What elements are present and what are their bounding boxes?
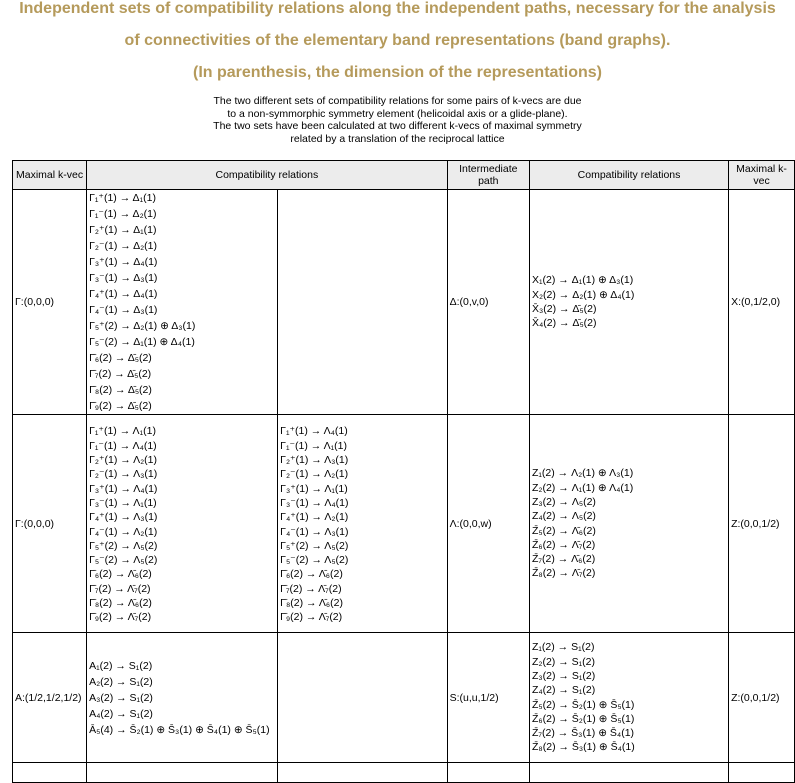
relation-item: Γ₃⁺(1) → Λ₄(1) [89, 482, 158, 495]
relations-set-a [87, 633, 278, 763]
relation-item: Γ₄⁻(1) → Δ₃(1) [89, 304, 158, 316]
relation-item: Z̄₆(2) → Λ̄₇(2) [531, 538, 596, 551]
relations-set-b [278, 415, 447, 633]
relation-item: Z₃(2) → S₁(2) [531, 669, 596, 682]
relations-set-c [529, 415, 728, 633]
relation-item: Z₄(2) → Λ₅(2) [531, 510, 596, 523]
relation-item: Γ₃⁺(1) → Λ₁(1) [280, 482, 348, 495]
relation-item: Z₂(2) → S₁(2) [531, 655, 596, 668]
relation-item: Z̄₆(2) → S̄₂(1) ⊕ S̄₅(1) [531, 712, 635, 725]
relation-item: Γ̄₈(2) → Λ̄₆(2) [280, 596, 343, 609]
relation-item: A₁(2) → S₁(2) [89, 659, 153, 672]
relation-item: Γ₄⁻(1) → Λ₂(1) [89, 525, 158, 538]
relation-item: Γ₁⁻(1) → Λ₄(1) [89, 439, 157, 452]
header-maximal-kvec: Maximal k-vec [13, 161, 87, 190]
relation-item: Γ₄⁻(1) → Λ₃(1) [280, 525, 349, 538]
relation-item: Γ₅⁺(2) → Δ₂(1) ⊕ Δ₃(1) [89, 320, 196, 332]
relations-set-b [278, 633, 447, 763]
header-maximal-kvec-2: Maximal k-vec [729, 161, 795, 190]
relation-item: Γ̄₆(2) → Δ̄₅(2) [89, 352, 152, 364]
empty-cell [729, 763, 795, 783]
description-line: related by a translation of the reciprocal lattice [290, 132, 505, 145]
maximal-kvec-cell-2: X:(0,1/2,0) [729, 190, 795, 415]
relation-item: Γ₅⁺(2) → Λ₅(2) [280, 539, 349, 552]
relation-item: Γ₃⁻(1) → Λ₄(1) [280, 496, 349, 509]
relation-item: Γ₂⁺(1) → Λ₃(1) [280, 454, 349, 467]
relation-item: Ā₅(4) → S̄₂(1) ⊕ S̄₃(1) ⊕ S̄₄(1) ⊕ S̄₅(1) [89, 723, 270, 736]
relation-item: Γ̄₇(2) → Λ̄₇(2) [280, 582, 342, 595]
relation-item: Γ̄₉(2) → Λ̄₇(2) [280, 611, 343, 624]
relations-set-c [529, 190, 728, 415]
relation-item: Γ₅⁻(2) → Λ₅(2) [89, 554, 158, 567]
relation-item: Z₁(2) → S₁(2) [531, 641, 595, 654]
relations-set-b [278, 190, 447, 415]
relation-item: Γ₅⁻(2) → Λ₅(2) [280, 554, 349, 567]
relation-item: Z̄₅(2) → Λ̄₆(2) [531, 524, 596, 537]
relation-item: Γ₁⁺(1) → Δ₁(1) [89, 192, 156, 204]
relation-item: Γ₂⁻(1) → Λ₂(1) [280, 468, 349, 481]
header-intermediate-path: Intermediate path [447, 161, 529, 190]
relation-item: Γ₃⁻(1) → Λ₁(1) [89, 496, 157, 509]
relation-item: Γ₄⁺(1) → Λ₂(1) [280, 511, 349, 524]
maximal-kvec-cell-2: Z:(0,0,1/2) [729, 415, 795, 633]
relations-set-a [87, 415, 278, 633]
relation-item: Z₄(2) → S₁(2) [531, 684, 596, 697]
relation-item: Γ₁⁺(1) → Λ₁(1) [89, 425, 156, 438]
relation-item: Z₁(2) → Λ₂(1) ⊕ Λ₃(1) [531, 467, 634, 480]
relation-item: Γ̄₆(2) → Λ̄₆(2) [89, 568, 152, 581]
maximal-kvec-cell: A:(1/2,1/2,1/2) [13, 633, 87, 763]
relation-item: Γ₁⁻(1) → Δ₂(1) [89, 208, 157, 220]
header-compatibility-relations: Compatibility relations [87, 161, 448, 190]
relation-item: Γ₁⁺(1) → Λ₄(1) [280, 425, 348, 438]
relation-item: A₄(2) → S₁(2) [89, 707, 153, 720]
relation-item: Z̄₇(2) → S̄₃(1) ⊕ S̄₄(1) [531, 727, 635, 740]
relation-item: Γ₃⁺(1) → Δ₄(1) [89, 256, 158, 268]
relations-set-a [87, 190, 278, 415]
intermediate-path-cell: Λ:(0,0,w) [447, 415, 529, 633]
intermediate-path-cell: S:(u,u,1/2) [447, 633, 529, 763]
maximal-kvec-cell: Γ:(0,0,0) [13, 190, 87, 415]
relation-item: Γ̄₇(2) → Λ̄₇(2) [89, 582, 151, 595]
relation-item: Z₃(2) → Λ₅(2) [531, 495, 596, 508]
relation-item: Z̄₅(2) → S̄₂(1) ⊕ S̄₅(1) [531, 698, 635, 711]
relation-item: Γ₂⁻(1) → Δ₂(1) [89, 240, 158, 252]
table-row [13, 190, 795, 415]
relation-item: X̄₄(2) → Δ̄₅(2) [531, 317, 597, 330]
maximal-kvec-cell: Γ:(0,0,0) [13, 415, 87, 633]
relation-item: X₁(2) → Δ₁(1) ⊕ Δ₃(1) [531, 274, 634, 287]
relation-item: Γ₃⁻(1) → Δ₃(1) [89, 272, 158, 284]
maximal-kvec-cell-2: Z:(0,0,1/2) [729, 633, 795, 763]
empty-cell [447, 763, 529, 783]
table-header-row [13, 161, 795, 190]
relation-item: Γ₂⁻(1) → Λ₃(1) [89, 468, 158, 481]
header-compatibility-relations-2: Compatibility relations [529, 161, 728, 190]
empty-cell [278, 763, 447, 783]
description-line: The two sets have been calculated at two different k-vecs of maximal symmetry [213, 120, 582, 132]
relations-set-c [529, 633, 728, 763]
relation-item: Γ̄₇(2) → Δ̄₅(2) [89, 368, 152, 380]
compatibility-table [12, 160, 795, 783]
relation-item: Γ̄₆(2) → Λ̄₆(2) [280, 568, 343, 581]
relation-item: Γ₄⁺(1) → Δ₄(1) [89, 288, 158, 300]
relation-item: Z̄₈(2) → Λ̄₇(2) [531, 567, 596, 580]
page-subtitle: (In parenthesis, the dimension of the representations) [193, 64, 602, 81]
relation-item: Γ̄₉(2) → Δ̄₅(2) [89, 400, 152, 412]
relation-item: Γ̄₈(2) → Δ̄₅(2) [89, 384, 152, 396]
relation-item: X̄₃(2) → Δ̄₅(2) [531, 303, 597, 315]
table-row [13, 763, 795, 783]
relation-item: Z̄₈(2) → S̄₃(1) ⊕ S̄₄(1) [531, 741, 635, 754]
relation-item: Γ₅⁻(2) → Δ₁(1) ⊕ Δ₄(1) [89, 336, 195, 348]
page-title-line-1: Independent sets of compatibility relations along the independent paths, necessary for the analysis [19, 0, 776, 17]
relation-item: Γ₂⁺(1) → Δ₁(1) [89, 224, 157, 236]
relation-item: Γ̄₉(2) → Λ̄₇(2) [89, 611, 152, 624]
relation-item: Γ₅⁺(2) → Λ₅(2) [89, 539, 158, 552]
empty-cell [13, 763, 87, 783]
relation-item: A₂(2) → S₁(2) [89, 675, 153, 688]
relation-item: X₂(2) → Δ₂(1) ⊕ Δ₄(1) [531, 288, 635, 301]
relation-item: Γ₂⁺(1) → Λ₂(1) [89, 454, 158, 467]
relation-item: Γ₄⁺(1) → Λ₃(1) [89, 511, 158, 524]
table-row [13, 633, 795, 763]
relation-item: Γ̄₈(2) → Λ̄₆(2) [89, 596, 152, 609]
description-line: to a non-symmorphic symmetry element (helicoidal axis or a glide-plane). [227, 107, 568, 120]
description-line: The two different sets of compatibility relations for some pairs of k-vecs are due [213, 95, 582, 107]
relation-item: Z₂(2) → Λ₁(1) ⊕ Λ₄(1) [531, 481, 634, 494]
page-title-line-2: of connectivities of the elementary band representations (band graphs). [124, 32, 671, 49]
table-row [13, 415, 795, 633]
relation-item: Γ₁⁻(1) → Λ₁(1) [280, 439, 348, 452]
relation-item: A₃(2) → S₁(2) [89, 691, 153, 704]
empty-cell [87, 763, 278, 783]
relation-item: Z̄₇(2) → Λ̄₆(2) [531, 553, 596, 566]
intermediate-path-cell: Δ:(0,v,0) [447, 190, 529, 415]
description [0, 95, 795, 145]
empty-cell [529, 763, 728, 783]
